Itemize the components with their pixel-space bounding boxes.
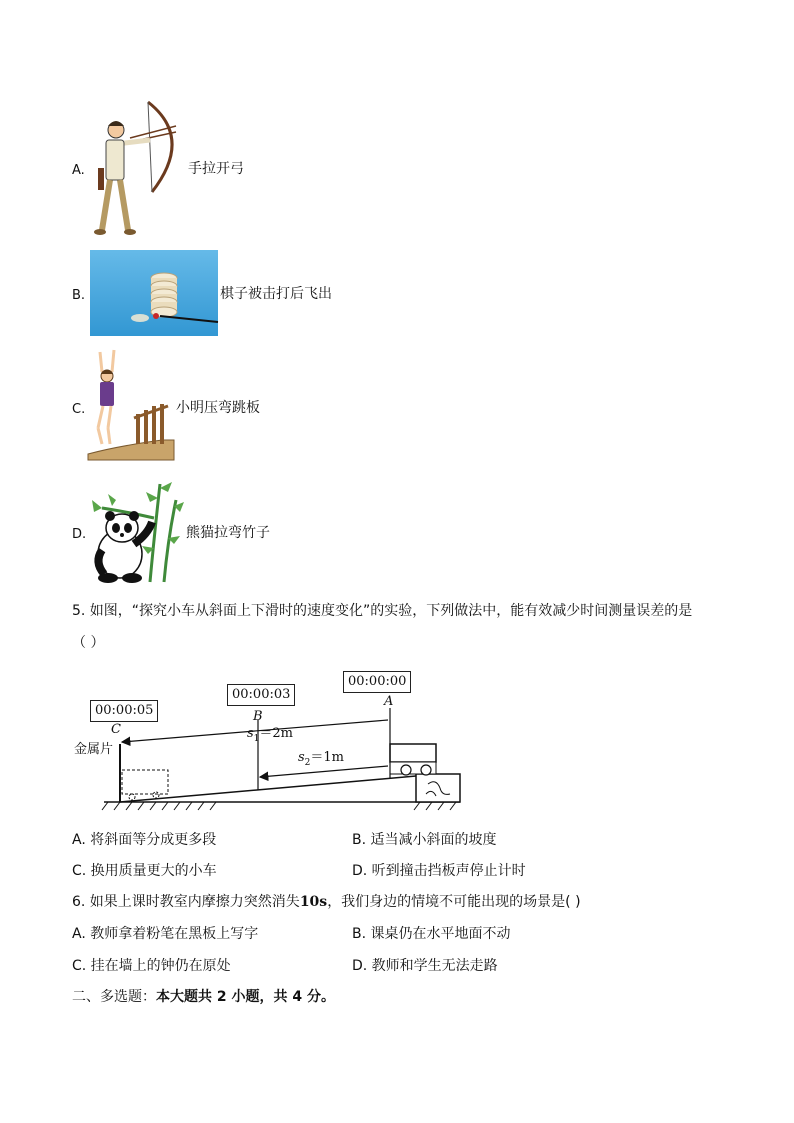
s2-symbol: s xyxy=(298,750,305,765)
metal-plate-label: 金属片 xyxy=(74,742,114,757)
point-a-label: A xyxy=(384,694,394,709)
s1-annotation xyxy=(247,722,293,744)
panda-image xyxy=(88,478,184,584)
q6-option-a: A. 教师拿着粉笔在黑板上写字 xyxy=(72,926,259,942)
q6-option-c: C. 挂在墙上的钟仍在原处 xyxy=(72,958,231,974)
option-d-caption: 熊猫拉弯竹子 xyxy=(186,525,270,541)
q5-stem-line2: （ ） xyxy=(72,635,105,651)
q5-option-b: B. 适当减小斜面的坡度 xyxy=(352,832,497,848)
q6-option-d: D. 教师和学生无法走路 xyxy=(352,958,498,974)
s1-subscript: 1 xyxy=(253,734,260,745)
q6-stem-time: 10s xyxy=(299,894,328,910)
option-c-letter: C. xyxy=(72,402,86,417)
q5-option-d: D. 听到撞击挡板声停止计时 xyxy=(352,863,526,879)
q5-option-c: C. 换用质量更大的小车 xyxy=(72,863,217,879)
option-b-letter: B. xyxy=(72,288,86,303)
timer-c: 00:00:05 xyxy=(90,700,158,722)
support-block xyxy=(416,774,460,802)
option-a-caption: 手拉开弓 xyxy=(188,161,244,177)
q6-stem-post: ，我们身边的情境不可能出现的场景是( ) xyxy=(327,894,581,910)
springboard-image xyxy=(88,348,176,464)
car-at-bottom xyxy=(122,770,168,794)
s2-annotation xyxy=(298,746,344,768)
timer-a: 00:00:00 xyxy=(343,671,411,693)
s1-symbol: s xyxy=(247,726,254,741)
timer-b: 00:00:03 xyxy=(227,684,295,706)
q6-stem-pre: 6. 如果上课时教室内摩擦力突然消失 xyxy=(72,894,300,910)
s1-value: ＝2m xyxy=(259,726,294,741)
option-a-letter: A. xyxy=(72,163,85,178)
point-b-label: B xyxy=(253,709,263,724)
car-at-top xyxy=(390,744,436,762)
s2-value: ＝1m xyxy=(310,750,345,765)
q5-stem-line1: 5. 如图，“探究小车从斜面上下滑时的速度变化”的实验，下列做法中，能有效减少时间测量误差的是 xyxy=(72,603,693,619)
section2-description: 本大题共 2 小题，共 4 分。 xyxy=(156,989,335,1005)
option-d-letter: D. xyxy=(72,527,87,542)
incline-surface xyxy=(120,776,416,802)
option-c-caption: 小明压弯跳板 xyxy=(176,400,260,416)
chess-pieces-image xyxy=(90,250,218,336)
q6-stem xyxy=(72,893,581,911)
section2-header xyxy=(72,988,335,1006)
q6-option-b: B. 课桌仍在水平地面不动 xyxy=(352,926,511,942)
s2-subscript: 2 xyxy=(304,758,311,769)
option-b-caption: 棋子被击打后飞出 xyxy=(220,286,332,302)
point-c-label: C xyxy=(111,722,121,737)
q5-option-a: A. 将斜面等分成更多段 xyxy=(72,832,217,848)
section2-prefix: 二、多选题： xyxy=(72,989,156,1005)
archer-image xyxy=(90,98,190,240)
